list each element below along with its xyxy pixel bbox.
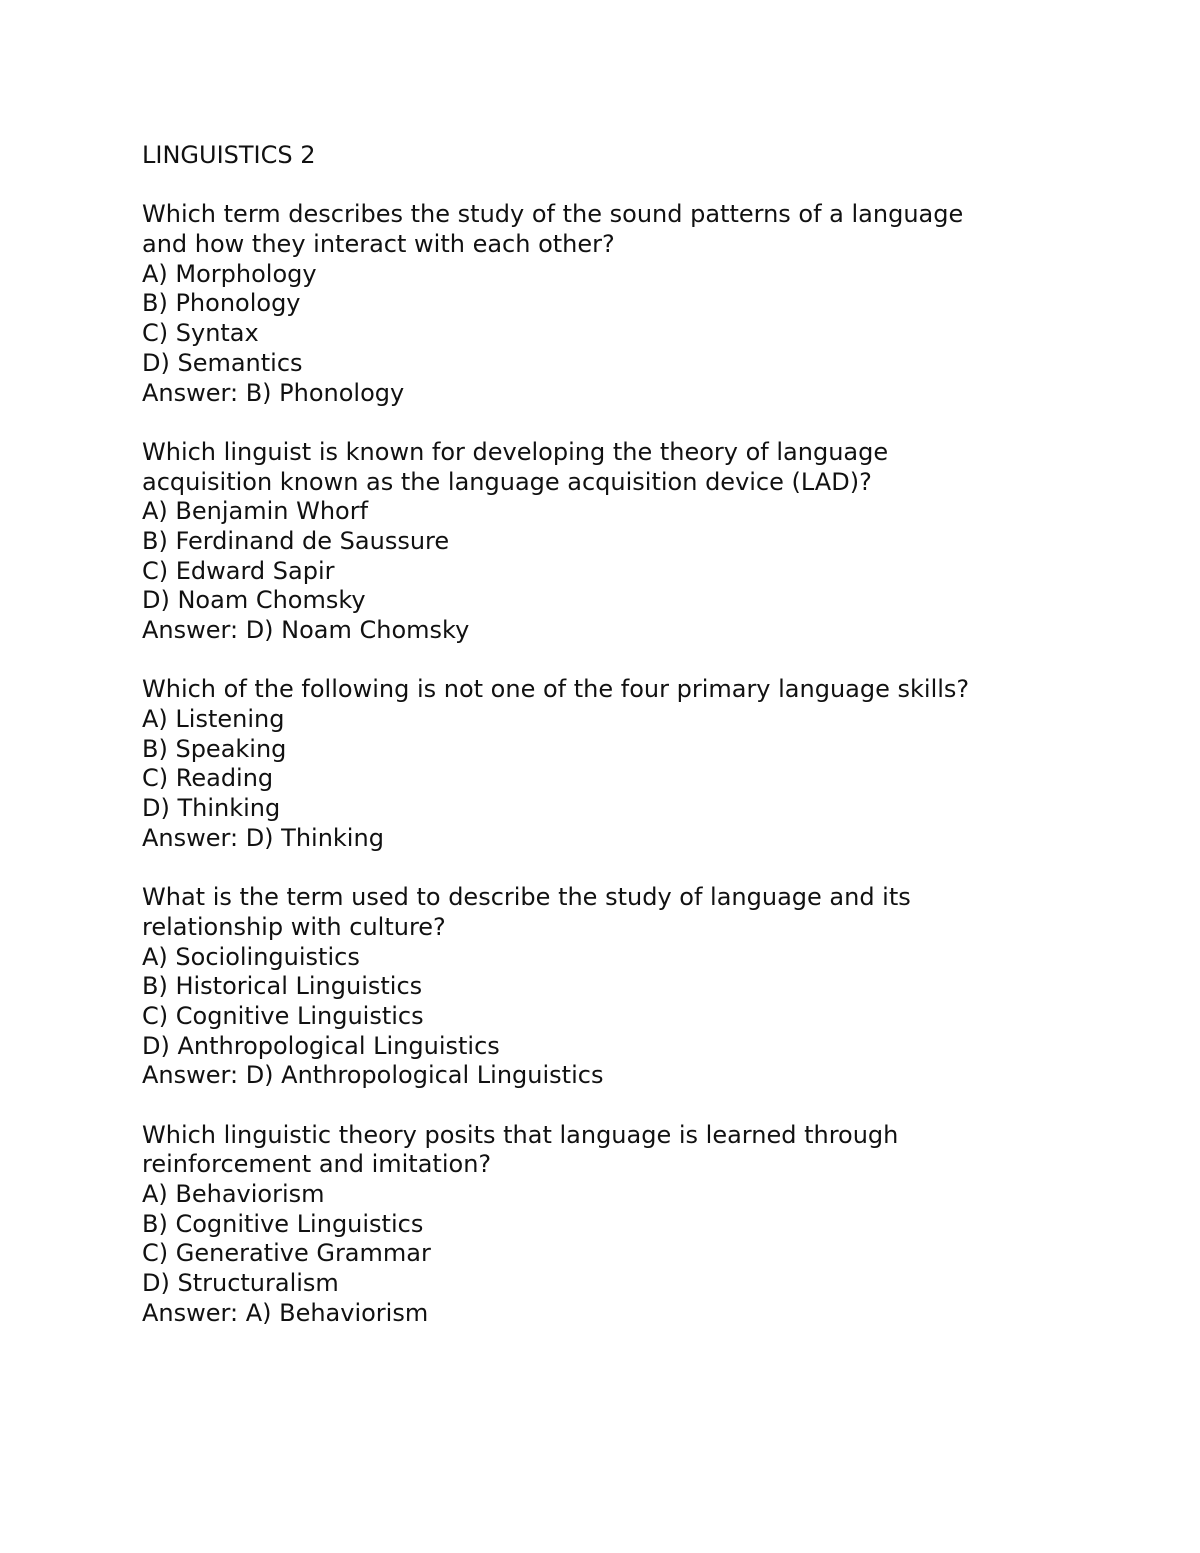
- answer-line: Answer: D) Thinking: [142, 823, 384, 852]
- option-d: D) Structuralism: [142, 1269, 339, 1298]
- question-text-line: Which of the following is not one of the four primary language skills?: [142, 675, 970, 704]
- question-text-line: relationship with culture?: [142, 912, 446, 941]
- question-3: [142, 675, 1142, 853]
- question-text-line: Which linguist is known for developing the theory of language: [142, 437, 889, 466]
- option-b: B) Historical Linguistics: [142, 972, 423, 1001]
- option-a: A) Morphology: [142, 259, 317, 288]
- option-c: C) Edward Sapir: [142, 556, 335, 585]
- option-d: D) Thinking: [142, 794, 281, 823]
- option-b: B) Cognitive Linguistics: [142, 1209, 424, 1238]
- option-a: A) Behaviorism: [142, 1180, 325, 1209]
- answer-line: Answer: D) Noam Chomsky: [142, 616, 470, 644]
- document-page: [142, 141, 1142, 1358]
- option-b: B) Speaking: [142, 734, 287, 763]
- option-a: A) Sociolinguistics: [142, 942, 360, 971]
- option-d: D) Semantics: [142, 348, 303, 377]
- option-c: C) Syntax: [142, 319, 259, 348]
- question-4: [142, 883, 1142, 1091]
- answer-line: Answer: D) Anthropological Linguistics: [142, 1061, 604, 1090]
- document-title: LINGUISTICS 2: [142, 141, 316, 169]
- answer-line: Answer: B) Phonology: [142, 378, 405, 407]
- question-text-line: What is the term used to describe the study of language and its: [142, 883, 911, 912]
- question-1: [142, 200, 1142, 408]
- question-text-line: reinforcement and imitation?: [142, 1150, 492, 1179]
- option-d: D) Noam Chomsky: [142, 586, 366, 615]
- option-c: C) Reading: [142, 764, 274, 793]
- question-text-line: Which term describes the study of the sound patterns of a language: [142, 200, 964, 229]
- option-a: A) Benjamin Whorf: [142, 497, 369, 526]
- question-text-line: Which linguistic theory posits that language is learned through: [142, 1120, 899, 1149]
- option-b: B) Phonology: [142, 289, 301, 318]
- answer-line: Answer: A) Behaviorism: [142, 1298, 429, 1327]
- option-c: C) Cognitive Linguistics: [142, 1001, 424, 1030]
- question-text-line: acquisition known as the language acquisition device (LAD)?: [142, 467, 872, 496]
- option-c: C) Generative Grammar: [142, 1239, 431, 1268]
- option-a: A) Listening: [142, 705, 285, 734]
- question-2: [142, 438, 1142, 646]
- question-text-line: and how they interact with each other?: [142, 230, 615, 259]
- question-5: [142, 1121, 1142, 1329]
- option-d: D) Anthropological Linguistics: [142, 1031, 500, 1060]
- option-b: B) Ferdinand de Saussure: [142, 526, 450, 555]
